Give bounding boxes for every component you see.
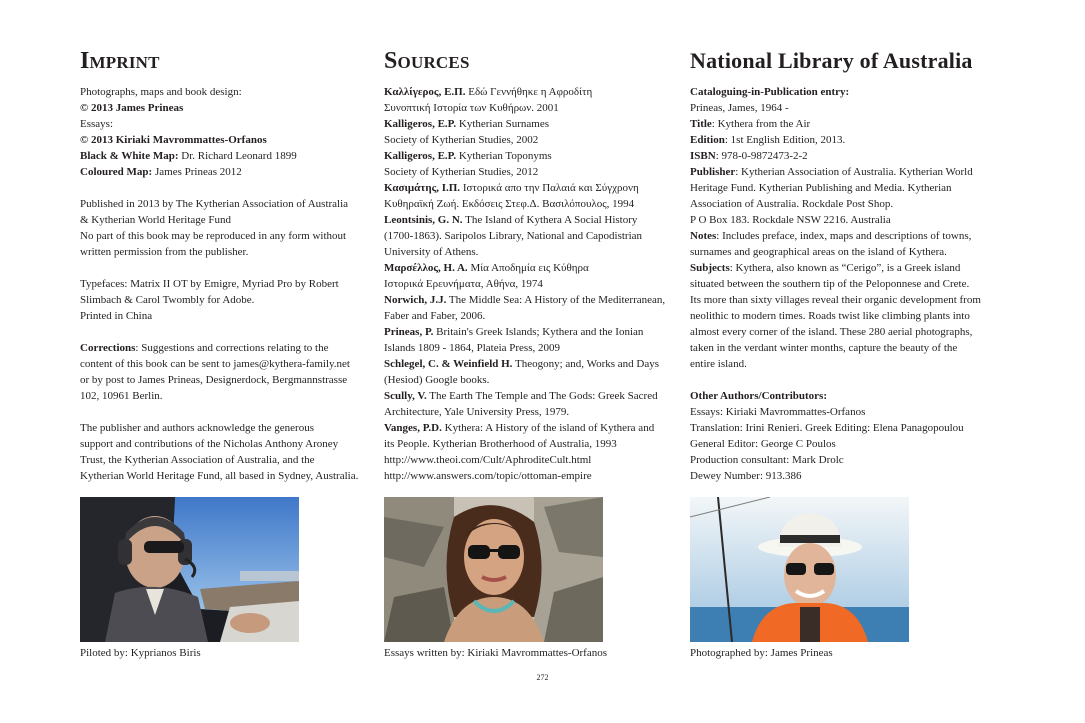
text-run: General Editor: George C Poulos (690, 438, 836, 450)
text-run: (Hesiod) Google books. (384, 374, 490, 386)
text-line (384, 180, 679, 196)
nla-column (690, 46, 990, 484)
text-line (690, 436, 990, 452)
bold-run: Μαρσέλλος, Η. Α. (384, 262, 468, 274)
text-line (690, 388, 990, 404)
text-line (80, 212, 370, 228)
text-line (384, 212, 679, 228)
text-run: University of Athens. (384, 246, 479, 258)
text-run: Translation: Irini Renieri. Greek Editing: Elena Panagopoulou (690, 422, 964, 434)
text-run: its People. Kytherian Brotherhood of Australia, 1993 (384, 438, 617, 450)
text-run: Συνοπτική Ιστορία των Κυθήρων. 2001 (384, 102, 559, 114)
text-line (384, 308, 679, 324)
text-run: : Suggestions and corrections relating to the (135, 342, 329, 354)
text-line (80, 420, 370, 436)
text-line (80, 164, 370, 180)
text-line (384, 388, 679, 404)
text-line (690, 116, 990, 132)
text-run: : Kythera from the Air (711, 118, 811, 130)
text-run: Published in 2013 by The Kytherian Association of Australia (80, 198, 349, 210)
text-line (384, 148, 679, 164)
text-line (690, 244, 990, 260)
nla-text (690, 84, 990, 484)
text-line (690, 340, 990, 356)
text-line (80, 308, 370, 324)
text-run: Heritage Fund. Kytherian Publishing and Media. Kytherian (690, 182, 952, 194)
text-line (384, 324, 679, 340)
bold-run: Prineas, P. (384, 326, 434, 338)
text-run: : Kythera, also known as “Cerigo”, is a Greek island (729, 262, 961, 274)
text-run: Kythera: A History of the island of Kythera and (441, 422, 655, 434)
text-line (690, 228, 990, 244)
text-run: or by post to James Prineas, Designerdock, Bergmannstrasse (80, 374, 348, 386)
text-run: Photographs, maps and book design: (80, 86, 242, 98)
text-run: Typefaces: Matrix II OT by Emigre, Myriad Pro by Robert (80, 278, 339, 290)
bold-run: © 2013 James Prineas (80, 102, 184, 114)
text-line (690, 164, 990, 180)
text-line (384, 100, 679, 116)
text-run: Association of Australia. Rockdale Post Shop. (690, 198, 894, 210)
text-line (80, 116, 370, 132)
text-line (80, 148, 370, 164)
text-run: http://www.answers.com/topic/ottoman-empire (384, 470, 592, 482)
bold-run: Other Authors/Contributors: (690, 390, 827, 402)
text-line (384, 436, 679, 452)
bold-run: Vanges, P.D. (384, 422, 442, 434)
text-line (384, 356, 679, 372)
text-line (384, 404, 679, 420)
text-run: The Earth The Temple and The Gods: Greek Sacred (426, 390, 658, 402)
text-run: : Kytherian Association of Australia. Kytherian World (735, 166, 973, 178)
page-number: 272 (536, 673, 549, 682)
text-run: Architecture, Yale University Press, 1979. (384, 406, 570, 418)
text-line (384, 292, 679, 308)
text-run: Its more than sixty villages reveal their organic development from (690, 294, 981, 306)
imprint-column (80, 46, 370, 484)
text-run: P O Box 183. Rockdale NSW 2216. Australia (690, 214, 891, 226)
text-line (80, 452, 370, 468)
text-line (80, 84, 370, 100)
text-line (690, 420, 990, 436)
text-line (690, 452, 990, 468)
text-run: Ιστορικά απο την Παλαιά και Σύγχρονη (460, 182, 639, 194)
text-run: (1700-1863). Saripolos Library, National and Capodistrian (384, 230, 643, 242)
text-line (690, 308, 990, 324)
text-run: neolithic to modern times. Roads twist like climbing plants into (690, 310, 970, 322)
paragraph-gap (80, 260, 370, 276)
text-run: : Includes preface, index, maps and descriptions of towns, (716, 230, 972, 242)
bold-run: © 2013 Kiriaki Mavrommattes-Orfanos (80, 134, 267, 146)
text-run: written permission from the publisher. (80, 246, 249, 258)
text-run: The Middle Sea: A History of the Mediterranean, (446, 294, 666, 306)
essayist-photo (384, 497, 603, 642)
bold-run: Kalligeros, E.P. (384, 118, 457, 130)
bold-run: Corrections (80, 342, 136, 354)
text-run: Kytherian World Heritage Fund, all based in Sydney, Australia. (80, 470, 359, 482)
photographer-photo-caption: Photographed by: James Prineas (690, 647, 833, 659)
text-line (80, 100, 370, 116)
text-line (690, 468, 990, 484)
text-run: Faber and Faber, 2006. (384, 310, 486, 322)
paragraph-gap (690, 372, 990, 388)
bold-run: Publisher (690, 166, 736, 178)
text-run: Kytherian Toponyms (456, 150, 552, 162)
text-line (384, 116, 679, 132)
text-run: Κυθηραϊκή Ζωή. Εκδόσεις Στεφ.Δ. Βασιλόπουλος, 1994 (384, 198, 635, 210)
text-run: The Island of Kythera A Social History (462, 214, 638, 226)
sources-text (384, 84, 679, 484)
text-run: James Prineas 2012 (152, 166, 242, 178)
text-line (690, 292, 990, 308)
text-run: Society of Kytherian Studies, 2012 (384, 166, 539, 178)
bold-run: Notes (690, 230, 717, 242)
bold-run: Cataloguing-in-Publication entry: (690, 86, 850, 98)
essayist-photo-caption: Essays written by: Kiriaki Mavrommattes-Orfanos (384, 647, 608, 659)
bold-run: Black & White Map: (80, 150, 179, 162)
bold-run: Coloured Map: (80, 166, 153, 178)
sources-heading: Sources (384, 48, 470, 74)
text-line (690, 260, 990, 276)
text-line (690, 196, 990, 212)
text-line (80, 436, 370, 452)
text-run: & Kytherian World Heritage Fund (80, 214, 232, 226)
sources-column (384, 46, 679, 484)
text-line (80, 132, 370, 148)
text-run: Production consultant: Mark Drolc (690, 454, 844, 466)
bold-run: Norwich, J.J. (384, 294, 447, 306)
text-line (384, 84, 679, 100)
text-run: Printed in China (80, 310, 153, 322)
text-run: Islands 1809 - 1864, Plateia Press, 2009 (384, 342, 560, 354)
text-line (384, 420, 679, 436)
text-run: Prineas, James, 1964 - (690, 102, 789, 114)
text-line (690, 100, 990, 116)
text-run: surnames and geographical areas on the island of Kythera. (690, 246, 947, 258)
text-line (80, 244, 370, 260)
text-run: Britain's Greek Islands; Kythera and the Ionian (433, 326, 644, 338)
paragraph-gap (80, 404, 370, 420)
text-line (690, 132, 990, 148)
text-line (690, 324, 990, 340)
text-run: Μία Αποδημία εις Κύθηρα (467, 262, 589, 274)
text-run: Ιστορικά Ερευνήματα, Αθήνα, 1974 (384, 278, 543, 290)
text-run: Kytherian Surnames (456, 118, 549, 130)
text-run: : 1st English Edition, 2013. (724, 134, 846, 146)
text-line (80, 388, 370, 404)
text-line (80, 356, 370, 372)
paragraph-gap (80, 324, 370, 340)
text-line (690, 276, 990, 292)
text-run: situated between the southern tip of the Peloponnese and Crete. (690, 278, 970, 290)
bold-run: Schlegel, C. & Weinfield H. (384, 358, 513, 370)
text-line (384, 244, 679, 260)
imprint-heading: Imprint (80, 48, 160, 74)
bold-run: Kalligeros, E.P. (384, 150, 457, 162)
text-line (690, 212, 990, 228)
text-run: entire island. (690, 358, 747, 370)
text-line (80, 196, 370, 212)
text-run: Society of Kytherian Studies, 2002 (384, 134, 539, 146)
text-run: content of this book can be sent to james@kythera-family.net (80, 358, 350, 370)
text-run: Essays: (80, 118, 113, 130)
text-line (80, 372, 370, 388)
text-line (384, 340, 679, 356)
text-run: almost every corner of the island. These 280 aerial photographs, (690, 326, 973, 338)
imprint-text (80, 84, 370, 484)
text-run: Slimbach & Carol Twombly for Adobe. (80, 294, 255, 306)
text-run: : 978-0-9872473-2-2 (715, 150, 808, 162)
text-line (384, 132, 679, 148)
text-line (690, 84, 990, 100)
bold-run: ISBN (690, 150, 716, 162)
text-line (384, 228, 679, 244)
bold-run: Leontsinis, G. N. (384, 214, 463, 226)
text-line (384, 164, 679, 180)
bold-run: Title (690, 118, 712, 130)
text-line (384, 276, 679, 292)
text-run: http://www.theoi.com/Cult/AphroditeCult.html (384, 454, 592, 466)
text-line (384, 372, 679, 388)
text-run: No part of this book may be reproduced in any form without (80, 230, 347, 242)
nla-heading: National Library of Australia (690, 48, 973, 73)
text-line (80, 228, 370, 244)
pilot-photo (80, 497, 299, 642)
text-line (384, 196, 679, 212)
text-line (690, 356, 990, 372)
text-run: Essays: Kiriaki Mavrommattes-Orfanos (690, 406, 866, 418)
text-line (80, 340, 370, 356)
text-line (690, 148, 990, 164)
bold-run: Κασιμάτης, Ι.Π. (384, 182, 461, 194)
pilot-photo-caption: Piloted by: Kyprianos Biris (80, 647, 201, 659)
text-run: Εδώ Γεννήθηκε η Αφροδίτη (465, 86, 593, 98)
text-run: Dewey Number: 913.386 (690, 470, 802, 482)
photographer-photo (690, 497, 909, 642)
text-run: support and contributions of the Nicholas Anthony Aroney (80, 438, 339, 450)
text-run: Theogony; and, Works and Days (512, 358, 660, 370)
text-line (690, 404, 990, 420)
bold-run: Scully, V. (384, 390, 427, 402)
bold-run: Καλλίγερος, Ε.Π. (384, 86, 466, 98)
text-line (80, 292, 370, 308)
text-run: Dr. Richard Leonard 1899 (178, 150, 297, 162)
text-line (80, 468, 370, 484)
text-run: The publisher and authors acknowledge the generous (80, 422, 314, 434)
text-run: Trust, the Kytherian Association of Australia, and the (80, 454, 315, 466)
text-line (384, 452, 679, 468)
text-line (80, 276, 370, 292)
bold-run: Subjects (690, 262, 730, 274)
bold-run: Edition (690, 134, 725, 146)
text-line (384, 260, 679, 276)
text-run: taken in the verdant winter months, capture the beauty of the (690, 342, 958, 354)
text-line (384, 468, 679, 484)
text-run: 102, 10961 Berlin. (80, 390, 163, 402)
paragraph-gap (80, 180, 370, 196)
text-line (690, 180, 990, 196)
